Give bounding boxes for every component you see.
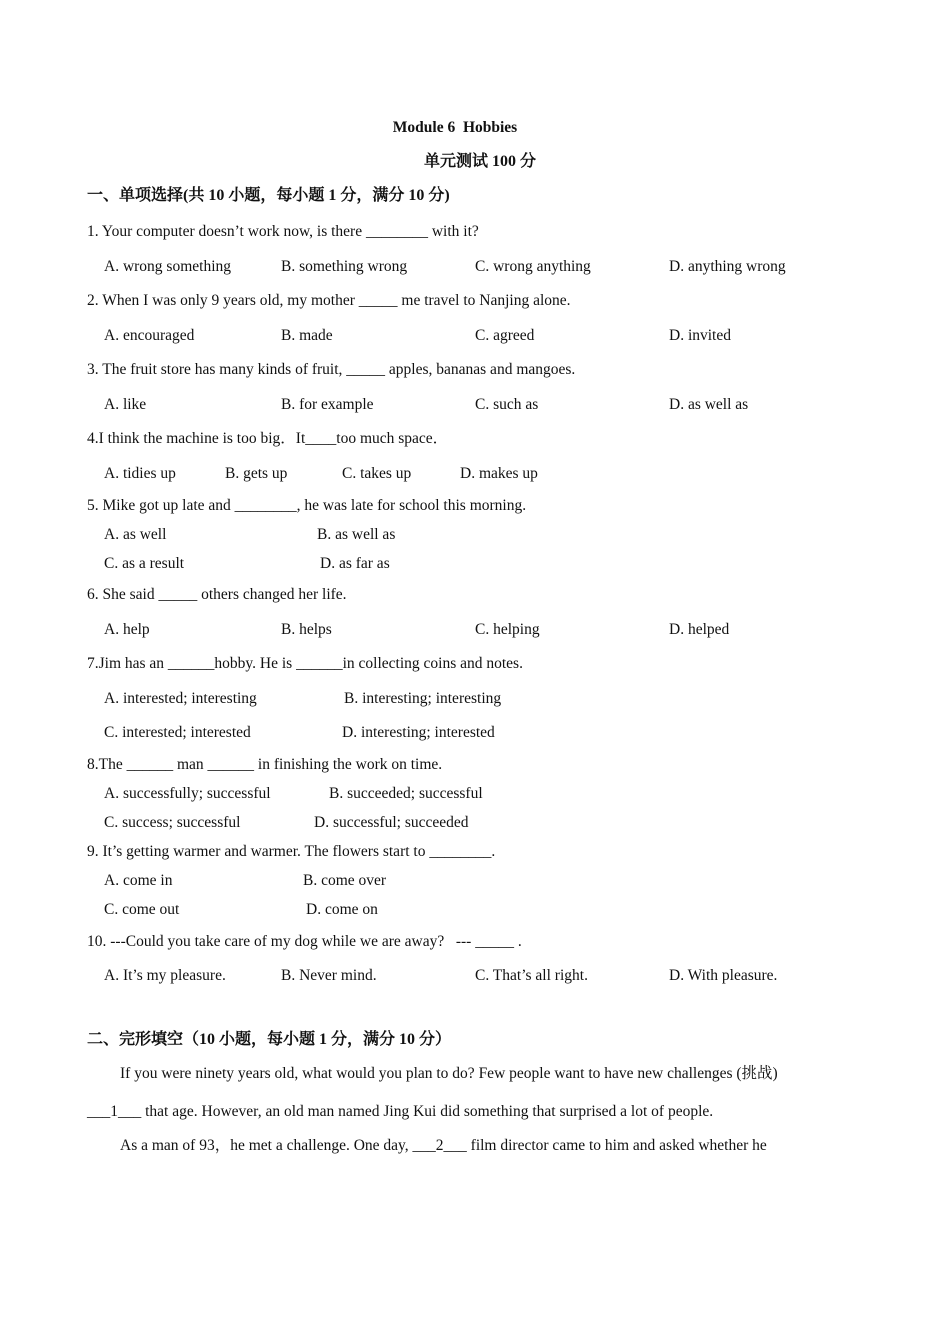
cloze-paragraph-line: As a man of 93，he met a challenge. One day, ___2___ film director came to him and asked whether he <box>120 1137 767 1154</box>
option-b: B. something wrong <box>281 258 408 275</box>
section-heading-cloze: 二、完形填空（10 小题，每小题 1 分，满分 10 分） <box>87 1031 452 1048</box>
option-c: C. such as <box>475 396 539 413</box>
option-b: B. as well as <box>317 526 396 543</box>
option-c: C. wrong anything <box>475 258 591 275</box>
option-a: A. help <box>104 621 150 638</box>
option-d: D. helped <box>669 621 730 638</box>
question-stem: 3. The fruit store has many kinds of fruit, _____ apples, bananas and mangoes. <box>87 361 576 378</box>
option-c: C. takes up <box>342 465 412 482</box>
option-c: C. success; successful <box>104 814 241 831</box>
option-b: B. gets up <box>225 465 288 482</box>
question-stem: 10. ---Could you take care of my dog while we are away? --- _____ . <box>87 933 522 950</box>
option-d: D. come on <box>306 901 378 918</box>
option-d: D. anything wrong <box>669 258 786 275</box>
option-c: C. come out <box>104 901 180 918</box>
option-d: D. as well as <box>669 396 749 413</box>
option-a: A. tidies up <box>104 465 176 482</box>
option-c: C. as a result <box>104 555 185 572</box>
question-stem: 9. It’s getting warmer and warmer. The flowers start to ________. <box>87 843 496 860</box>
option-c: C. interested; interested <box>104 724 251 741</box>
section-heading-single-choice: 一、单项选择(共 10 小题，每小题 1 分，满分 10 分) <box>87 187 450 204</box>
option-b: B. Never mind. <box>281 967 377 984</box>
question-stem: 1. Your computer doesn’t work now, is there ________ with it? <box>87 223 479 240</box>
option-a: A. successfully; successful <box>104 785 271 802</box>
question-stem: 2. When I was only 9 years old, my mother _____ me travel to Nanjing alone. <box>87 292 571 309</box>
cloze-paragraph-line: ___1___ that age. However, an old man named Jing Kui did something that surprised a lot of people. <box>87 1103 714 1120</box>
option-c: C. agreed <box>475 327 535 344</box>
option-b: B. made <box>281 327 333 344</box>
option-a: A. wrong something <box>104 258 232 275</box>
option-b: B. come over <box>303 872 387 889</box>
cloze-paragraph-line: If you were ninety years old, what would you plan to do? Few people want to have new challenges (挑战) <box>120 1065 778 1082</box>
question-stem: 7.Jim has an ______hobby. He is ______in collecting coins and notes. <box>87 655 523 672</box>
option-c: C. That’s all right. <box>475 967 588 984</box>
option-b: B. interesting; interesting <box>344 690 502 707</box>
option-a: A. come in <box>104 872 173 889</box>
option-d: D. successful; succeeded <box>314 814 469 831</box>
option-a: A. like <box>104 396 147 413</box>
option-b: B. succeeded; successful <box>329 785 483 802</box>
document-subtitle: 单元测试 100 分 <box>423 153 536 170</box>
question-stem: 4.I think the machine is too big．It____too much space． <box>87 430 449 447</box>
option-a: A. interested; interesting <box>104 690 257 707</box>
option-d: D. With pleasure. <box>669 967 778 984</box>
question-stem: 6. She said _____ others changed her life. <box>87 586 347 603</box>
option-b: B. for example <box>281 396 374 413</box>
document-title: Module 6 Hobbies <box>392 119 518 136</box>
option-d: D. makes up <box>460 465 538 482</box>
question-stem: 5. Mike got up late and ________, he was late for school this morning. <box>87 497 527 514</box>
option-b: B. helps <box>281 621 332 638</box>
option-d: D. interesting; interested <box>342 724 495 741</box>
option-a: A. encouraged <box>104 327 195 344</box>
option-a: A. It’s my pleasure. <box>104 967 226 984</box>
option-c: C. helping <box>475 621 540 638</box>
question-stem: 8.The ______ man ______ in finishing the work on time. <box>87 756 443 773</box>
option-a: A. as well <box>104 526 167 543</box>
option-d: D. as far as <box>320 555 390 572</box>
option-d: D. invited <box>669 327 731 344</box>
